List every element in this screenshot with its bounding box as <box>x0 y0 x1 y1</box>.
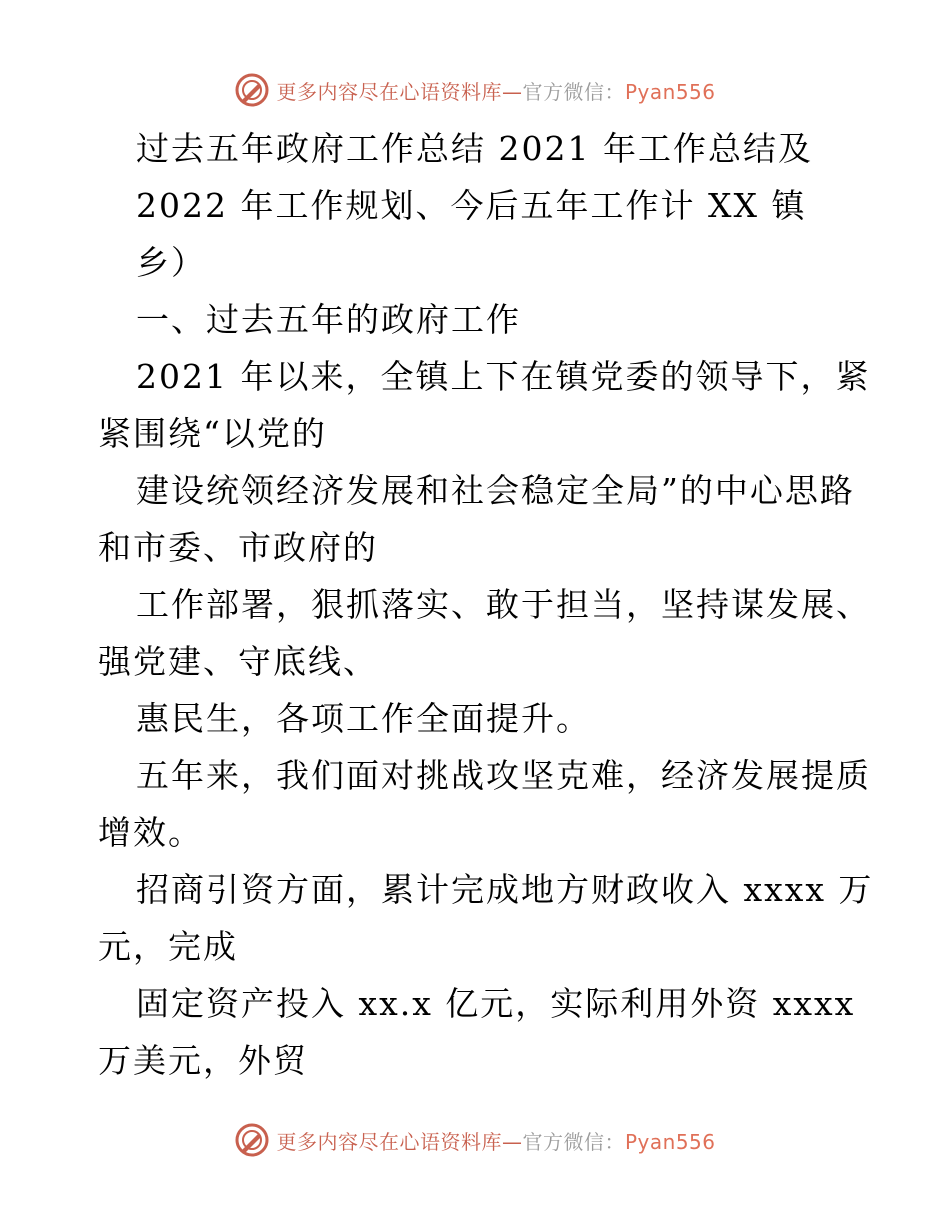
paragraph-line: 增效。 <box>98 813 203 852</box>
paragraph-line: 招商引资方面，累计完成地方财政收入 xxxx 万 <box>136 870 874 909</box>
paragraph-line: 紧围绕“以党的 <box>98 414 327 453</box>
title-line-2: 2022 年工作规划、今后五年工作计 XX 镇 <box>136 186 807 225</box>
paragraph-line: 固定资产投入 xx.x 亿元，实际利用外资 xxxx <box>136 984 856 1023</box>
header-watermark <box>0 70 950 110</box>
watermark-wechat-label: 官方微信： <box>522 79 625 104</box>
title-line-3: 乡） <box>136 243 206 282</box>
title-line-1: 过去五年政府工作总结 2021 年工作总结及 <box>136 129 813 168</box>
paragraph-block <box>98 348 874 1089</box>
pen-circle-logo-icon <box>234 72 270 108</box>
paragraph-line: 工作部署，狠抓落实、敢于担当，坚持谋发展、 <box>136 585 871 624</box>
document-body <box>98 120 874 1089</box>
section-heading: 一、过去五年的政府工作 <box>136 300 521 339</box>
pen-circle-logo-icon <box>234 1122 270 1158</box>
watermark-main-text: 更多内容尽在心语资料库— <box>276 79 523 104</box>
watermark-main-text: 更多内容尽在心语资料库— <box>276 1129 523 1154</box>
paragraph-line: 建设统领经济发展和社会稳定全局”的中心思路 <box>136 471 855 510</box>
paragraph-line: 惠民生，各项工作全面提升。 <box>136 699 591 738</box>
paragraph-line: 五年来，我们面对挑战攻坚克难，经济发展提质 <box>136 756 871 795</box>
watermark-wechat-label: 官方微信： <box>522 1129 625 1154</box>
footer-watermark <box>0 1120 950 1160</box>
paragraph-line: 强党建、守底线、 <box>98 642 378 681</box>
paragraph-line: 元，完成 <box>98 927 238 966</box>
watermark-text <box>276 1126 715 1155</box>
watermark-wechat-id: Pyan556 <box>624 79 716 104</box>
paragraph-line: 和市委、市政府的 <box>98 528 378 567</box>
paragraph-line: 万美元，外贸 <box>98 1041 308 1080</box>
paragraph-line: 2021 年以来，全镇上下在镇党委的领导下，紧 <box>136 357 871 396</box>
watermark-text <box>276 76 715 105</box>
watermark-wechat-id: Pyan556 <box>624 1129 716 1154</box>
